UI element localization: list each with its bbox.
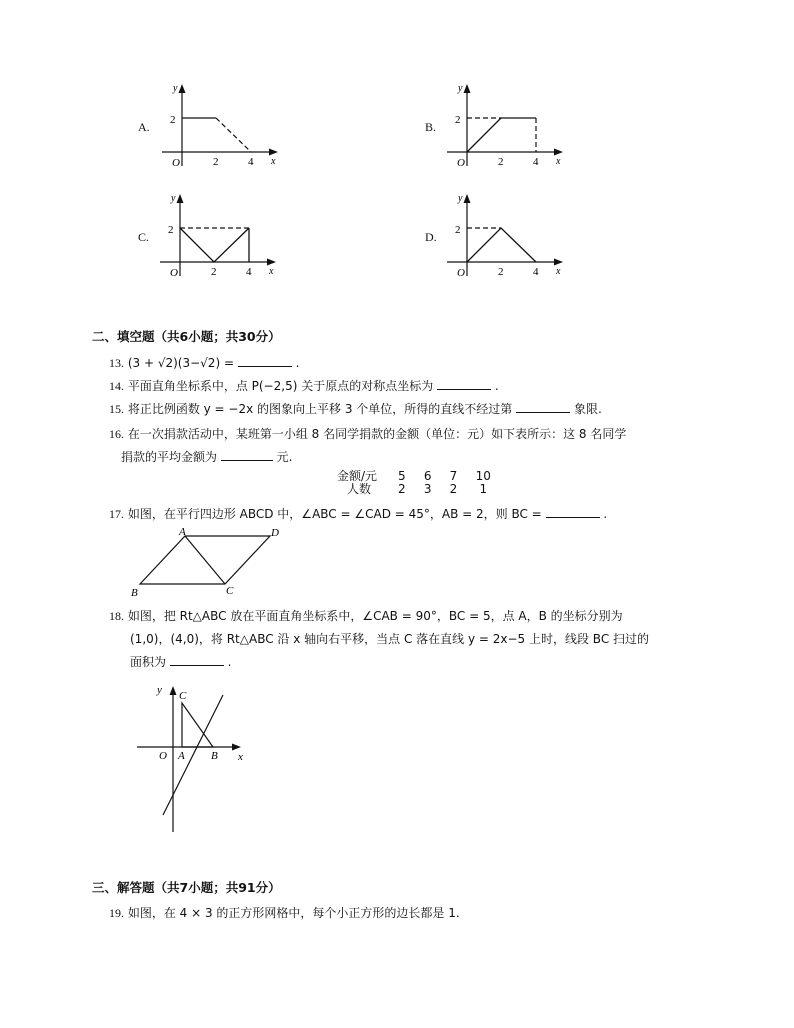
option-b-graph: [445, 78, 570, 168]
question-end: 象限.: [573, 402, 602, 416]
table-cell: 10: [475, 469, 491, 483]
y-tick-label: 2: [455, 224, 461, 236]
option-b-label: B.: [425, 120, 437, 134]
x-tick-label: 4: [248, 156, 254, 168]
vertex-label: C: [179, 690, 187, 702]
question-16: [109, 423, 626, 445]
x-tick-label: 2: [498, 156, 504, 168]
question-19: [109, 902, 460, 924]
x-tick-label: 4: [533, 156, 539, 168]
table-cell: 7: [449, 469, 458, 483]
question-text: 捐款的平均金额为: [121, 450, 218, 464]
answer-blank[interactable]: [437, 377, 491, 390]
vertex-label: A: [179, 526, 186, 538]
question-number: 13.: [109, 356, 124, 370]
table-cell: 2: [449, 482, 458, 496]
question-number: 18.: [109, 609, 124, 623]
question-15: [109, 398, 602, 420]
answer-blank[interactable]: [546, 505, 600, 518]
table-cell: 2: [398, 482, 406, 496]
table-row: [337, 483, 498, 496]
table-cell: 5: [398, 469, 406, 483]
section-heading: 二、填空题（共6小题；共30分）: [92, 329, 281, 344]
graph-dashed-line: [216, 118, 251, 152]
y-axis-label: y: [458, 83, 463, 94]
vertex-label: C: [226, 585, 234, 597]
question-13: [109, 352, 299, 374]
table-cell: 金额/元: [337, 469, 378, 483]
question-18: [109, 605, 623, 627]
y-axis-label: y: [173, 83, 178, 94]
question-text: 如图，把 Rt△ABC 放在平面直角坐标系中，∠CAB = 90°，BC = 5，点 A，B 的坐标分别为: [127, 609, 623, 623]
option-a-label: A.: [138, 120, 150, 134]
coordinate-figure: [135, 678, 255, 838]
question-text: (3 + √2)(3−√2) =: [127, 356, 238, 370]
answer-blank[interactable]: [238, 354, 292, 367]
question-end: 元.: [276, 450, 293, 464]
question-number: 15.: [109, 402, 124, 416]
y-tick-label: 2: [455, 114, 461, 126]
x-axis-label: x: [556, 156, 561, 167]
question-text: 如图，在 4 × 3 的正方形网格中，每个小正方形的边长都是 1.: [127, 906, 460, 920]
question-number: 17.: [109, 507, 124, 521]
x-tick-label: 4: [246, 266, 252, 278]
table-cell: 人数: [347, 482, 372, 496]
option-d-graph: [445, 188, 570, 278]
data-table: [337, 470, 498, 496]
vertex-label: B: [131, 587, 138, 598]
answer-blank[interactable]: [221, 448, 273, 461]
y-axis-label: y: [157, 684, 162, 696]
x-tick-label: 4: [533, 266, 539, 278]
x-axis-label: x: [269, 266, 274, 277]
x-axis-label: x: [271, 156, 276, 167]
origin-label: O: [172, 157, 180, 168]
question-end: .: [227, 655, 232, 669]
origin-label: O: [170, 267, 178, 278]
origin-label: O: [457, 157, 465, 168]
question-text: 如图，在平行四边形 ABCD 中，∠ABC = ∠CAD = 45°，AB = 2，则 BC =: [127, 507, 546, 521]
x-tick-label: 2: [498, 266, 504, 278]
question-text: 面积为: [130, 655, 167, 669]
x-tick-label: 2: [213, 156, 219, 168]
option-c-label: C.: [138, 230, 150, 244]
question-18-line2: [130, 628, 649, 650]
table-cell: 3: [423, 482, 432, 496]
question-end: .: [603, 507, 608, 521]
question-number: 14.: [109, 379, 124, 393]
question-18-line3: [130, 651, 232, 673]
y-axis-label: y: [171, 193, 176, 204]
vertex-label: A: [178, 750, 185, 762]
origin-label: O: [159, 750, 167, 762]
y-tick-label: 2: [170, 114, 176, 126]
x-tick-label: 2: [211, 266, 217, 278]
question-14: [109, 375, 499, 397]
table-cell: 1: [479, 482, 488, 496]
parallelogram-figure: [128, 526, 288, 598]
question-end: .: [295, 356, 300, 370]
question-number: 19.: [109, 906, 124, 920]
origin-label: O: [457, 267, 465, 278]
table-cell: 6: [423, 469, 432, 483]
question-16-line2: [121, 446, 293, 468]
question-text: 在一次捐款活动中，某班第一小组 8 名同学捐款的金额（单位：元）如下表所示：这 8 名同学: [127, 427, 627, 441]
question-text: 平面直角坐标系中，点 P(−2,5) 关于原点的对称点坐标为: [127, 379, 434, 393]
option-a-graph: [160, 78, 285, 168]
question-17: [109, 503, 607, 525]
answer-blank[interactable]: [170, 653, 224, 666]
option-d-label: D.: [425, 230, 437, 244]
y-axis-label: y: [458, 193, 463, 204]
answer-blank[interactable]: [516, 400, 570, 413]
x-axis-label: x: [238, 751, 243, 763]
question-end: .: [494, 379, 499, 393]
section-heading: 三、解答题（共7小题；共91分）: [92, 880, 281, 895]
vertex-label: B: [211, 750, 218, 762]
question-number: 16.: [109, 427, 124, 441]
question-text: (1,0)，(4,0)，将 Rt△ABC 沿 x 轴向右平移，当点 C 落在直线 y = 2x−5 上时，线段 BC 扫过的: [130, 632, 650, 646]
question-text: 将正比例函数 y = −2x 的图象向上平移 3 个单位，所得的直线不经过第: [127, 402, 513, 416]
x-axis-label: x: [556, 266, 561, 277]
vertex-label: D: [271, 527, 279, 539]
y-tick-label: 2: [168, 224, 174, 236]
option-c-graph: [158, 188, 283, 278]
